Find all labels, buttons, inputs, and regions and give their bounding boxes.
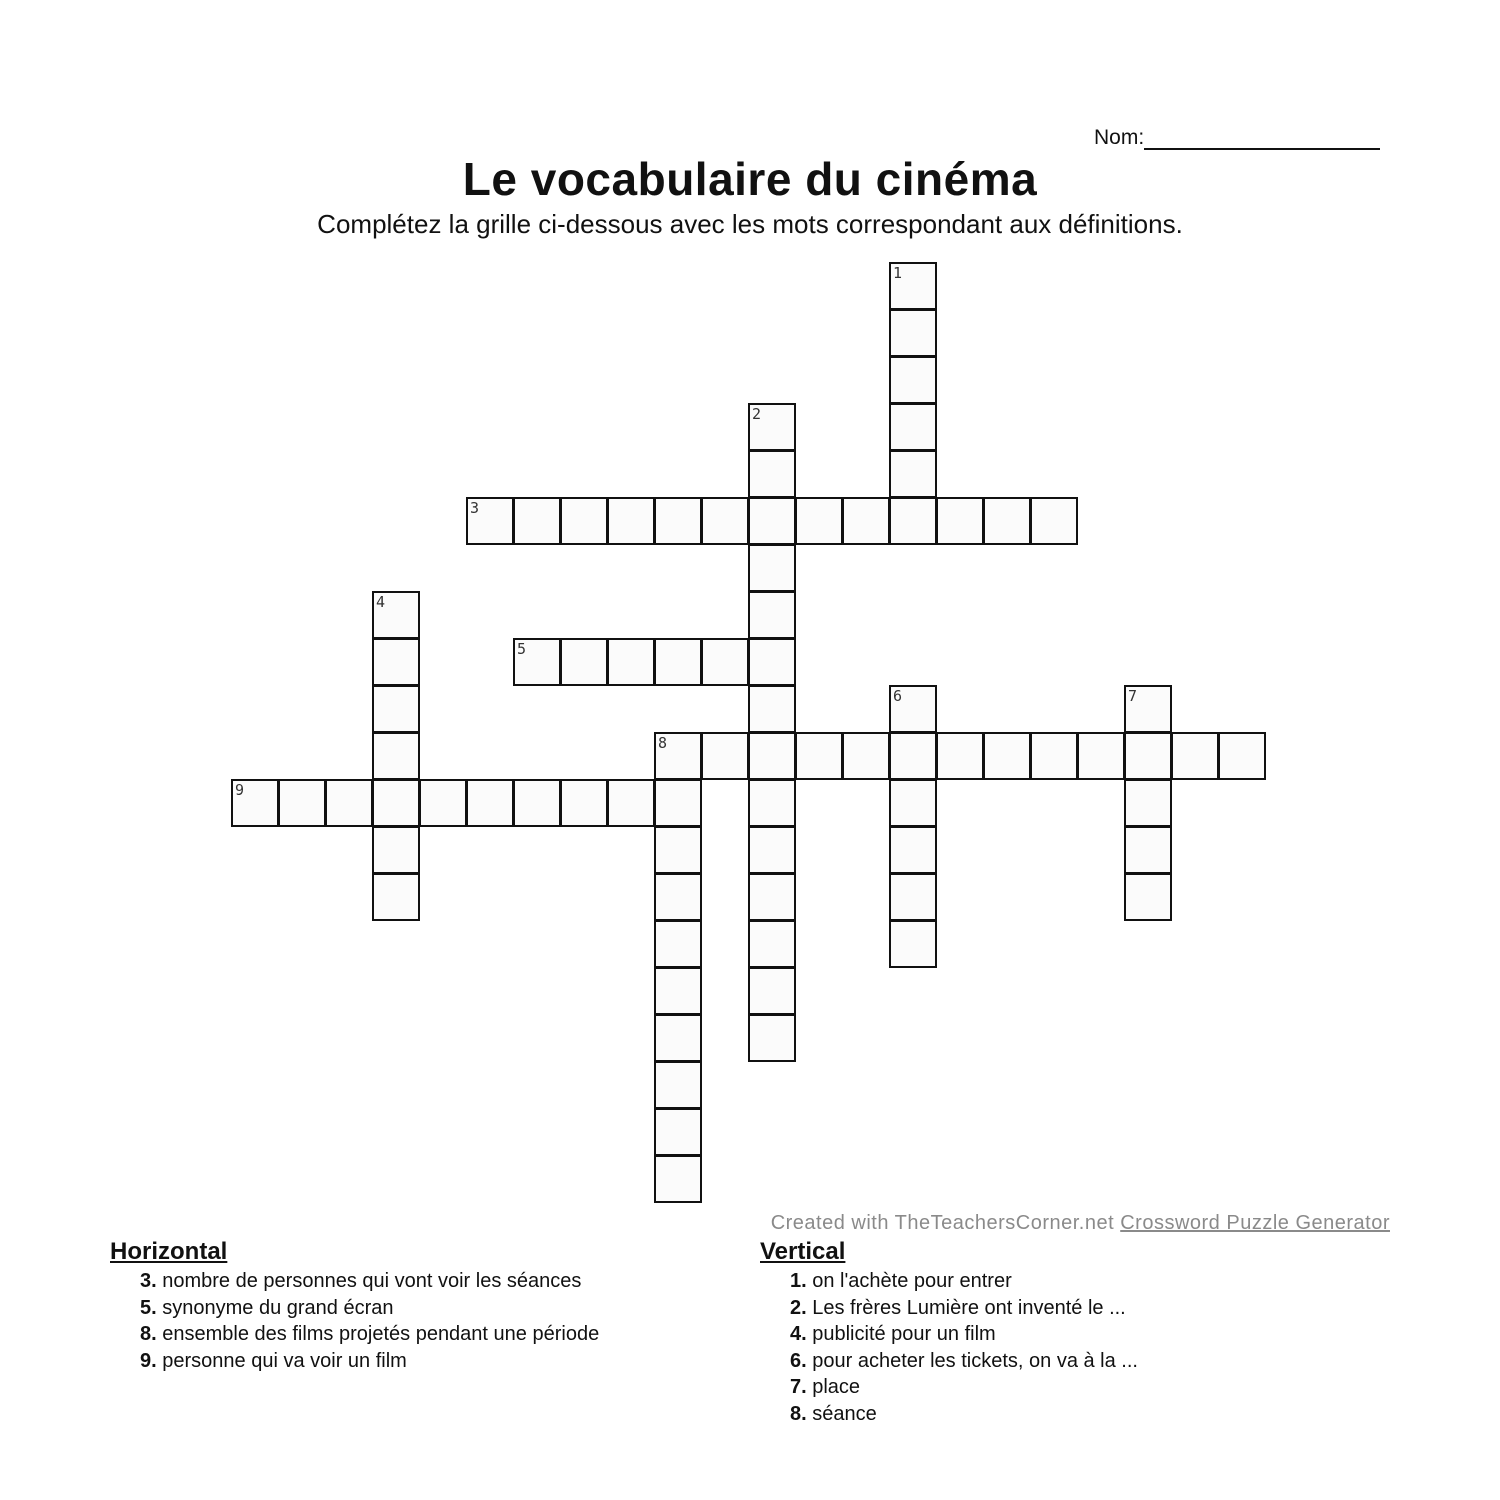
- grid-cell[interactable]: [748, 497, 796, 545]
- grid-cell[interactable]: [654, 1155, 702, 1203]
- clue-number-label: 8.: [140, 1323, 157, 1345]
- clue-number: 2: [752, 405, 762, 423]
- grid-cell[interactable]: [372, 873, 420, 921]
- grid-cell[interactable]: [889, 732, 937, 780]
- grid-cell[interactable]: [748, 920, 796, 968]
- grid-cell[interactable]: [842, 497, 890, 545]
- grid-cell[interactable]: [654, 920, 702, 968]
- page-instructions: Complétez la grille ci-dessous avec les mots correspondant aux définitions.: [317, 209, 1183, 239]
- grid-cell[interactable]: [889, 779, 937, 827]
- clue-number-label: 4.: [790, 1323, 807, 1345]
- grid-cell[interactable]: [325, 779, 373, 827]
- grid-cell[interactable]: [889, 826, 937, 874]
- grid-cell[interactable]: [654, 967, 702, 1015]
- grid-cell[interactable]: [560, 497, 608, 545]
- credit-line: [771, 1212, 1390, 1235]
- clue-item: [790, 1401, 1138, 1428]
- grid-cell[interactable]: [889, 497, 937, 545]
- clue-number: 5: [517, 640, 527, 658]
- grid-cell[interactable]: [654, 826, 702, 874]
- clue-number-label: 7.: [790, 1376, 807, 1398]
- grid-cell[interactable]: [372, 591, 420, 639]
- clue-number-label: 1.: [790, 1270, 807, 1292]
- grid-cell[interactable]: [748, 1014, 796, 1062]
- grid-cell[interactable]: [889, 309, 937, 357]
- clue-text: place: [806, 1376, 861, 1398]
- grid-cell[interactable]: [748, 403, 796, 451]
- clue-item: [790, 1348, 1138, 1375]
- grid-cell[interactable]: [889, 685, 937, 733]
- grid-cell[interactable]: [748, 638, 796, 686]
- clue-text: synonyme du grand écran: [156, 1296, 394, 1319]
- grid-cell[interactable]: [889, 262, 937, 310]
- grid-cell[interactable]: [795, 497, 843, 545]
- clue-number-label: 9.: [140, 1349, 157, 1372]
- grid-cell[interactable]: [1030, 497, 1078, 545]
- clue-number: 3: [470, 499, 480, 517]
- grid-cell[interactable]: [1124, 779, 1172, 827]
- grid-cell[interactable]: [748, 779, 796, 827]
- grid-cell[interactable]: [1171, 732, 1219, 780]
- grid-cell[interactable]: [607, 638, 655, 686]
- clue-item: [140, 1268, 599, 1295]
- grid-cell[interactable]: [748, 967, 796, 1015]
- generator-link[interactable]: Crossword Puzzle Generator: [1120, 1212, 1390, 1234]
- grid-cell[interactable]: [1030, 732, 1078, 780]
- vertical-clue-list: [760, 1268, 1138, 1427]
- clue-text: nombre de personnes qui vont voir les séances: [156, 1270, 582, 1292]
- clue-number-label: 5.: [140, 1296, 157, 1319]
- grid-cell[interactable]: [654, 1061, 702, 1109]
- grid-cell[interactable]: [372, 638, 420, 686]
- horizontal-clues: [110, 1238, 599, 1374]
- clue-item: [140, 1321, 599, 1348]
- grid-cell[interactable]: [936, 497, 984, 545]
- clue-text: Les frères Lumière ont inventé le ...: [806, 1296, 1126, 1319]
- grid-cell[interactable]: [748, 685, 796, 733]
- grid-cell[interactable]: [701, 732, 749, 780]
- clue-number: 8: [658, 734, 668, 752]
- clue-item: [790, 1374, 1138, 1401]
- grid-cell[interactable]: [654, 497, 702, 545]
- grid-cell[interactable]: [1077, 732, 1125, 780]
- grid-cell[interactable]: [748, 826, 796, 874]
- grid-cell[interactable]: [889, 403, 937, 451]
- vertical-heading: Vertical: [760, 1238, 846, 1265]
- grid-cell[interactable]: [889, 920, 937, 968]
- clue-item: [790, 1268, 1138, 1295]
- grid-cell[interactable]: [466, 779, 514, 827]
- grid-cell[interactable]: [372, 732, 420, 780]
- grid-cell[interactable]: [1124, 732, 1172, 780]
- name-label: Nom:: [1094, 126, 1145, 149]
- credit-text: Created with TheTeachersCorner.net: [770, 1212, 1121, 1234]
- clue-item: [140, 1348, 599, 1375]
- grid-cell[interactable]: [889, 873, 937, 921]
- grid-cell[interactable]: [1124, 826, 1172, 874]
- grid-cell[interactable]: [889, 450, 937, 498]
- clue-item: [790, 1321, 1138, 1348]
- grid-cell[interactable]: [748, 732, 796, 780]
- grid-cell[interactable]: [372, 826, 420, 874]
- clue-number: 7: [1128, 687, 1138, 705]
- horizontal-clue-list: [110, 1268, 599, 1374]
- grid-cell[interactable]: [1124, 685, 1172, 733]
- clue-text: ensemble des films projetés pendant une période: [156, 1323, 600, 1345]
- grid-cell[interactable]: [513, 497, 561, 545]
- grid-cell[interactable]: [607, 779, 655, 827]
- grid-cell[interactable]: [1124, 873, 1172, 921]
- grid-cell[interactable]: [372, 685, 420, 733]
- page-title: Le vocabulaire du cinéma: [462, 153, 1038, 205]
- clue-item: [790, 1295, 1138, 1322]
- grid-cell[interactable]: [654, 1014, 702, 1062]
- grid-cell[interactable]: [466, 497, 514, 545]
- clue-text: publicité pour un film: [806, 1323, 996, 1345]
- grid-cell[interactable]: [983, 497, 1031, 545]
- grid-cell[interactable]: [278, 779, 326, 827]
- grid-cell[interactable]: [701, 497, 749, 545]
- clue-number: 6: [893, 687, 903, 705]
- grid-cell[interactable]: [748, 873, 796, 921]
- grid-cell[interactable]: [419, 779, 467, 827]
- clue-number-label: 6.: [790, 1349, 807, 1372]
- clue-text: personne qui va voir un film: [156, 1349, 407, 1372]
- grid-cell[interactable]: [654, 873, 702, 921]
- clue-item: [140, 1295, 599, 1322]
- horizontal-heading: Horizontal: [110, 1238, 228, 1265]
- grid-cell[interactable]: [748, 591, 796, 639]
- grid-cell[interactable]: [936, 732, 984, 780]
- grid-cell[interactable]: [654, 1108, 702, 1156]
- clue-text: séance: [806, 1402, 877, 1425]
- grid-cell[interactable]: [842, 732, 890, 780]
- grid-cell[interactable]: [795, 732, 843, 780]
- grid-cell[interactable]: [889, 356, 937, 404]
- grid-cell[interactable]: [513, 779, 561, 827]
- grid-cell[interactable]: [654, 779, 702, 827]
- grid-cell[interactable]: [560, 779, 608, 827]
- grid-cell[interactable]: [654, 638, 702, 686]
- vertical-clues: [760, 1238, 1138, 1427]
- grid-cell[interactable]: [701, 638, 749, 686]
- grid-cell[interactable]: [748, 544, 796, 592]
- grid-cell[interactable]: [513, 638, 561, 686]
- clue-number-label: 8.: [790, 1402, 807, 1425]
- grid-cell[interactable]: [983, 732, 1031, 780]
- grid-cell[interactable]: [607, 497, 655, 545]
- grid-cell[interactable]: [231, 779, 279, 827]
- clue-number: 4: [376, 593, 386, 611]
- grid-cell[interactable]: [560, 638, 608, 686]
- clue-number: 9: [235, 781, 245, 799]
- grid-cell[interactable]: [654, 732, 702, 780]
- grid-cell[interactable]: [372, 779, 420, 827]
- clue-number-label: 3.: [140, 1270, 157, 1292]
- clue-text: pour acheter les tickets, on va à la ...: [806, 1349, 1138, 1372]
- grid-cell[interactable]: [1218, 732, 1266, 780]
- clue-text: on l'achète pour entrer: [806, 1270, 1012, 1292]
- clue-number-label: 2.: [790, 1296, 807, 1319]
- grid-cell[interactable]: [748, 450, 796, 498]
- clue-number: 1: [893, 264, 903, 282]
